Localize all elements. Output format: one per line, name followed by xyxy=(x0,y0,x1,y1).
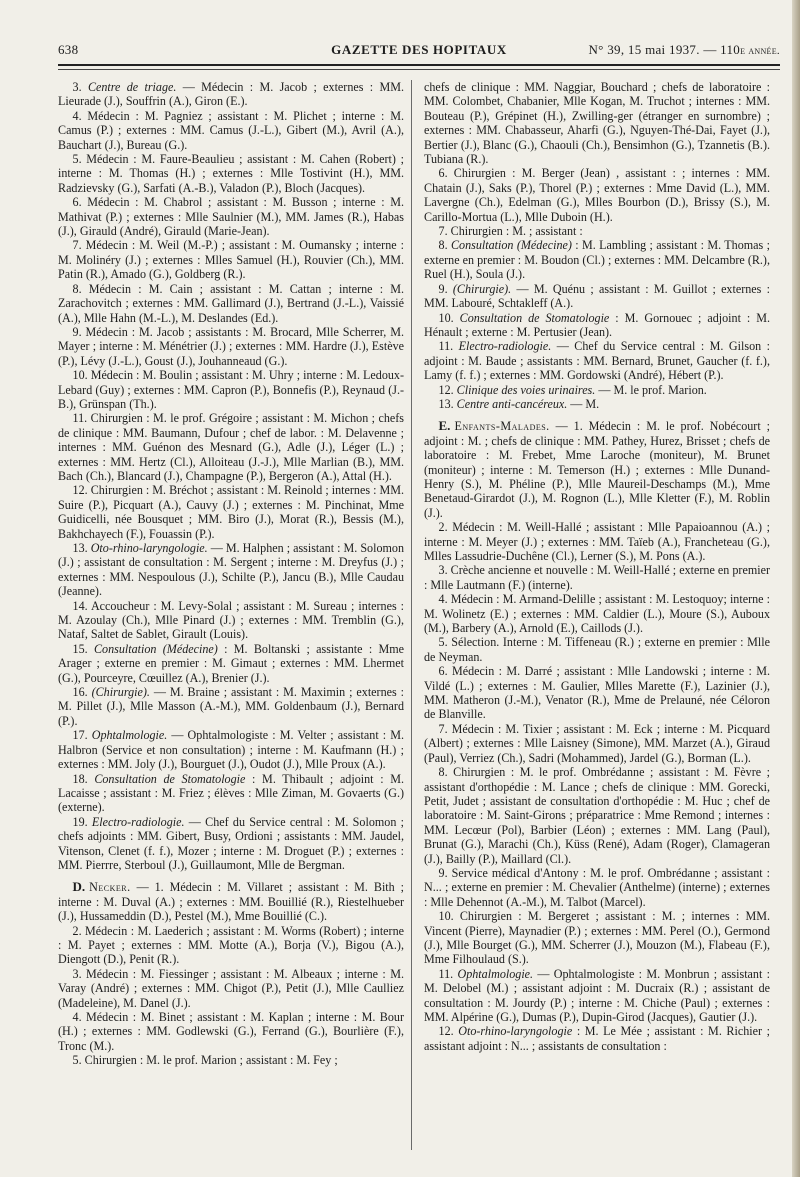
entry-number: 9. xyxy=(438,281,448,296)
service-entry xyxy=(58,967,404,1010)
entry-text: : M. Boltanski ; assistante : Mme Arager ; externe en premier : M. Gimaut ; externes : MM. Lhermet (G.), Pourceyre, Cœuillez (A.), Brenier (J.). xyxy=(58,641,405,685)
entry-number: 7. xyxy=(438,721,448,736)
entry-text: Médecin : M. Faure-Beaulieu ; assistant : M. Cahen (Robert) ; interne : M. Thomas (H.) ; externes : Mlle Tostivint (H.), MM. Radzievsky (G.), Sarfati (A.-B.), Valadon (P.), Bloch (Jacques). xyxy=(58,152,404,195)
entry-text: Sélection. Interne : M. Tiffeneau (R.) ; externe en premier : Mlle de Neyman. xyxy=(424,635,770,664)
entry-text: — Chef du Service central : M. Solomon ; chefs adjoints : MM. Gibert, Busy, Ordioni ; assistants : MM. Jaudel, Vitenson, Clenet (f. f.), Mozer ; interne : M. Droguet (P.) ; externes : MM. Pierrre, Sterboul (J.), Guillaumont, Mlle de Bergman. xyxy=(58,814,404,872)
page-edge xyxy=(792,0,800,1177)
entry-text: Accoucheur : M. Levy-Solal ; assistant : M. Sureau ; internes : M. Azoulay (Ch.), Mlle Pinard (J.) ; externes : MM. Tremblin (G.), Nataf, Saltet de Sablet, Girault (Louis). xyxy=(58,598,404,642)
entry-number: 4. xyxy=(72,108,82,123)
entry-text: : M. Lambling ; assistant : M. Thomas ; externe en premier : M. Boudon (Cl.) ; externes : MM. Delcambre (R.), Ruel (H.), Soula (J.). xyxy=(424,238,770,282)
entry-text: : M. Thibault ; adjoint : M. Lacaisse ; assistant : M. Friez ; élèves : Mlle Ziman, M. Govaerts (G.) (externe). xyxy=(58,771,404,815)
service-entry xyxy=(58,80,404,109)
service-entry xyxy=(424,397,770,411)
service-entry xyxy=(58,325,404,368)
entry-text: Crèche ancienne et nouvelle : M. Weill-Hallé ; externe en premier : Mlle Lautmann (F.) (interne). xyxy=(424,563,770,592)
entry-number: 6. xyxy=(438,166,448,181)
service-entry xyxy=(58,815,404,873)
entry-number: 5. xyxy=(72,1053,82,1068)
entry-text: Médecin : M. Weil (M.-P.) ; assistant : M. Oumansky ; interne : M. Molinéry (J.) ; externes : Mlles Samuel (H.), Rouvier (Ch.), MM. Patin (R.), Amado (G.), Goldberg (R.). xyxy=(58,238,404,282)
entry-number: 6. xyxy=(72,195,82,210)
service-entry xyxy=(58,368,404,411)
entry-text: Chirurgien : M. le prof. Marion ; assistant : M. Fey ; xyxy=(84,1053,338,1068)
entry-number: 14. xyxy=(72,598,88,613)
entry-text: Médecin : M. Jacob ; assistants : M. Brocard, Mlle Scherrer, M. Mayer ; interne : M. Ménétrier (J.) ; externes : MM. Hardre (J.), Estève (P.), Lévy (J.-L.), Goust (J.), Jouhanneaud (G.). xyxy=(58,324,405,368)
entry-number: 6. xyxy=(438,664,448,679)
entry-text: — Chef du Service central : M. Gilson : adjoint : M. Baude ; assistants : MM. Bernard, Brunet, Gaucher (f. f.), Lamy (f. f.) ; externes : MM. Gordowski (André), Hébert (P.). xyxy=(424,339,770,383)
entry-number: 5. xyxy=(72,152,82,167)
entry-text: Service médical d'Antony : M. le prof. Ombrédanne ; assistant : N... ; externe en premier : M. Chevalier (Anthelme) (interne) ; externes : Mlle Dehennot (A.-M.), M. Talbot (Marcel). xyxy=(424,865,770,909)
entry-text: Chirurgien : M. ; assistant : xyxy=(450,224,583,239)
entry-text: Médecin : M. Binet ; assistant : M. Kaplan ; interne : M. Bour (H.) ; externes : MM. Godlewski (G.), Ferrand (G.), Bourlière (F.), Tronc (M.). xyxy=(58,1010,404,1053)
issue-date: N° 39, 15 mai 1937. — 110 xyxy=(588,42,741,57)
entry-title: Electro-radiologie. xyxy=(458,339,552,354)
entry-text: Médecin : M. Fiessinger ; assistant : M. Albeaux ; interne : M. Varay (André) ; externes : MM. Chigot (P.), Petit (J.), Mlle Caulliez (Madeleine), M. Danel (J.). xyxy=(58,966,404,1010)
entry-title: Oto-rhino-laryngologie xyxy=(458,1024,573,1039)
entry-number: 2. xyxy=(72,923,82,938)
entry-text: — Ophtalmologiste : M. Velter ; assistant : M. Halbron (Service et non consultation) ; interne : M. Kaufmann (H.) ; externes : MM. Joly (J.), Bourguet (J.), Oudot (J.), Mlle Proux (A.). xyxy=(58,728,404,772)
entry-number: 9. xyxy=(438,865,448,880)
entry-number: 8. xyxy=(438,765,448,780)
entry-number: 10. xyxy=(72,368,88,383)
service-entry xyxy=(424,383,770,397)
entry-title: Centre anti-cancéreux. xyxy=(456,396,568,411)
service-entry xyxy=(424,909,770,967)
section-letter: E. xyxy=(438,418,451,434)
service-entry xyxy=(424,1024,770,1053)
entry-text: Chirurgien : M. Bréchot ; assistant : M. Reinold ; internes : MM. Suire (P.), Picquart (A.), Cauvy (J.) ; externes : M. Pinchinat, Mme Guidicelli, née Bousquet ; MM. Biro (J.), Morat (R.), Bessis (M.), Bakhchayech (F.), Fouassin (P.). xyxy=(58,483,405,541)
entry-text: : M. Le Mée ; assistant : M. Richier ; assistant adjoint : N... ; assistants de consultation : xyxy=(424,1024,770,1053)
service-entry xyxy=(424,967,770,1025)
entry-text: Chirurgien : M. Bergeret ; assistant : M. ; internes : MM. Vincent (Pierre), Maynadier (P.) ; externes : MM. Perel (O.), Germond (J.), Mlle Bourget (G.), MM. Scherrer (J.), Mouzon (M.), Flabeau (F.), Mme Filhoulaud (S.). xyxy=(424,909,770,967)
entry-number: 17. xyxy=(72,728,88,743)
service-entry xyxy=(58,772,404,815)
entry-title: (Chirurgie). xyxy=(452,281,512,296)
entry-title: Oto-rhino-laryngologie. xyxy=(90,541,208,555)
entry-title: Ophtalmologie. xyxy=(91,728,168,743)
entry-number: 9. xyxy=(72,324,82,339)
entry-number: 8. xyxy=(438,238,448,253)
service-entry xyxy=(58,195,404,238)
service-entry xyxy=(424,563,770,592)
journal-title: GAZETTE DES HOPITAUX xyxy=(331,42,507,57)
service-entry xyxy=(424,664,770,722)
entry-number: 2. xyxy=(438,520,448,535)
issue-info xyxy=(588,42,780,58)
service-entry xyxy=(424,520,770,563)
entry-text: Chirurgien : M. le prof. Grégoire ; assistant : M. Michon ; chefs de clinique : MM. Baumann, Dufour ; chef de labor. : M. Delavenne ; internes : MM. Guénon des Mesnard (G.), Adle (J.), Léger (L.) ; externes : MM. Hertz (Cl.), Alloiteau (J.-J.), Mlle Marlian (B.), MM. Bach (Ch.), Blancard (J.), Champagne (P.), Bergeron (A.), Attal (H.). xyxy=(58,411,404,483)
entry-text: — 1. Médecin : M. Villaret ; assistant : M. Bith ; interne : M. Duval (A.) ; externes : MM. Bouillié (R.), Riestelhueber (J.), Hussameddin (D.), Pestel (M.), Mme Bouillié (C.). xyxy=(58,880,404,924)
entry-title: Consultation de Stomatologie xyxy=(459,310,610,325)
service-entry xyxy=(58,483,404,541)
entry-text: chefs de clinique : MM. Naggiar, Bouchard ; chefs de laboratoire : MM. Colombet, Chabanier, Mlle Kogan, M. Truchot ; internes : MM. Bouteau (P.), Grépinet (H.), Zwilling-ger (étranger en surnombre) ; externes : MM. Chabasseur, Aharfi (G.), Nguyen-Thé-Dai, Fayet (J.), Bertier (J.), Blanc (G.), Chaouli (Ch.), Bensimhon (G.), Tzannetis (B.). Tubiana (R.). xyxy=(424,80,770,167)
service-entry xyxy=(58,238,404,281)
service-entry xyxy=(424,722,770,765)
service-entry xyxy=(424,339,770,382)
entry-title: Consultation de Stomatologie xyxy=(94,771,246,786)
entry-title: Consultation (Médecine) xyxy=(93,641,218,656)
entry-number: 7. xyxy=(438,224,448,239)
entry-text: — Ophtalmologiste : M. Monbrun ; assistant : M. Delobel (M.) ; assistant adjoint : M. Ducraix (R.) ; assistant de consultation : M. Jourdy (P.) ; interne : M. Chiche (Paul) ; externes : MM. Alpérine (G.), Dumas (P.), Dupin-Girod (Jacques), Gautier (J.). xyxy=(424,966,770,1024)
service-entry xyxy=(58,924,404,967)
entry-text: — Médecin : M. Jacob ; externes : MM. Lieurade (J.), Souffrin (A.), Giron (E.). xyxy=(58,80,405,109)
service-entry xyxy=(58,685,404,728)
right-column xyxy=(424,80,770,1053)
entry-number: 13. xyxy=(438,396,454,411)
service-entry xyxy=(58,642,404,685)
service-entry xyxy=(424,866,770,909)
left-column xyxy=(58,80,404,1068)
service-entry xyxy=(58,152,404,195)
entry-number: 5. xyxy=(438,635,448,650)
service-entry xyxy=(58,728,404,771)
entry-number: 11. xyxy=(72,411,88,426)
entry-text: — M. le prof. Marion. xyxy=(595,382,707,397)
entry-title: Consultation (Médecine) xyxy=(450,238,572,253)
entry-title: Ophtalmologie. xyxy=(457,966,534,981)
header-rule xyxy=(58,64,780,66)
entry-number: 13. xyxy=(72,541,88,555)
entry-number: 12. xyxy=(438,382,454,397)
entry-number: 12. xyxy=(72,483,88,498)
entry-number: 19. xyxy=(72,814,88,829)
service-entry xyxy=(424,765,770,866)
entry-text: Médecin : M. Chabrol ; assistant : M. Busson ; interne : M. Mathivat (P.) ; externes : Mlle Saulnier (M.), MM. James (R.), Habas (J.), Girauld (André), Girauld (Marie-Jean). xyxy=(58,195,404,239)
service-entry xyxy=(424,80,770,166)
service-entry xyxy=(424,635,770,664)
entry-number: 4. xyxy=(438,592,448,607)
entry-title: Clinique des voies urinaires. xyxy=(456,382,596,397)
entry-text: Chirurgien : M. le prof. Ombrédanne ; assistant : M. Fèvre ; assistant d'orthopédie : M. Lance ; chefs de clinique : MM. Gorecki, Petit, Judet ; assistant de consultation d'orthopédie : M. Huc ; chef de laboratoire : M. Saint-Girons ; préparatrice : Mme Remond ; internes : MM. Lecœur (Pol), Barbier (Léon) ; externes : MM. Lang (Paul), Brunat (G.), Marachi (Ch.), Küss (René), Adam (Roger), Clamageran (J.), Bailly (P.), Maillard (Cl.). xyxy=(424,765,770,866)
entry-title: (Chirurgie). xyxy=(91,685,150,700)
service-entry xyxy=(58,599,404,642)
entry-text: Médecin : M. Boulin ; assistant : M. Uhry ; interne : M. Ledoux-Lebard (Guy) ; externes : MM. Capron (P.), Bonnefis (P.), Reynaud (J.-B.), Grünspan (Th.). xyxy=(58,368,404,411)
header-rule-thin xyxy=(58,69,780,70)
service-entry xyxy=(424,238,770,281)
entry-text: — M. xyxy=(567,396,600,411)
service-entry xyxy=(424,224,770,238)
entry-number: 8. xyxy=(72,281,82,296)
entry-number: 16. xyxy=(72,685,88,700)
entry-text: Médecin : M. Cain ; assistant : M. Cattan ; interne : M. Zarachovitch ; externes : MM. Gallimard (J.), Bertrand (J.-L.), Vaissié (A.), Mlle Hahn (M.-L.), M. Deslandes (Ed.). xyxy=(58,281,404,325)
section-letter: D. xyxy=(72,879,86,895)
service-entry xyxy=(424,166,770,224)
entry-number: 3. xyxy=(438,563,448,578)
hospital-name: Enfants-Malades. xyxy=(454,419,550,434)
entry-number: 15. xyxy=(72,641,88,656)
entry-text: : M. Gornouec ; adjoint : M. Hénault ; externe : M. Pertusier (Jean). xyxy=(424,310,771,339)
hospital-name: Necker. xyxy=(89,880,131,895)
entry-number: 10. xyxy=(438,909,454,924)
service-entry xyxy=(58,1010,404,1053)
service-entry xyxy=(58,541,404,599)
entry-number: 3. xyxy=(72,966,82,981)
service-entry xyxy=(58,880,404,923)
service-entry xyxy=(58,1053,404,1067)
service-entry xyxy=(424,311,770,340)
entry-number: 11. xyxy=(438,966,454,981)
entry-text: Médecin : M. Pagniez ; assistant : M. Plichet ; interne : M. Camus (P.) ; externes : MM. Camus (J.-L.), Gibert (M.), Avril (A.), Bauchart (J.), Bureau (G.). xyxy=(58,108,404,152)
entry-number: 7. xyxy=(72,238,82,253)
entry-text: Médecin : M. Tixier ; assistant : M. Eck ; interne : M. Picquard (Albert) ; externes : Mlle Laisney (Simone), MM. Marzet (A.), Giraud (Paul), Verriez (Ch.), Sadri (Mohammed), Jardel (G.), Borman (L.). xyxy=(424,721,770,765)
service-entry xyxy=(58,411,404,483)
entry-text: — M. Halphen ; assistant : M. Solomon (J.) ; assistant de consultation : M. Sergent ; interne : M. Dreyfus (J.) ; externes : MM. Nespoulous (J.), Schilte (P.), Jancu (B.), Mlle Caudau (Jeanne). xyxy=(58,541,405,599)
entry-number: 12. xyxy=(438,1024,454,1039)
page-number: 638 xyxy=(58,42,79,57)
service-entry xyxy=(58,109,404,152)
entry-title: Electro-radiologie. xyxy=(91,814,185,829)
year-label: e année. xyxy=(740,45,780,57)
entry-text: — M. Braine ; assistant : M. Maximin ; externes : M. Pillet (J.), Mlle Masson (A.-M.), MM. Goldenbaum (J.), Bernard (P.). xyxy=(58,685,404,728)
page-header xyxy=(58,42,780,64)
entry-number: 18. xyxy=(72,771,88,786)
entry-number: 4. xyxy=(72,1010,82,1024)
entry-number: 11. xyxy=(438,339,454,354)
entry-text: Médecin : M. Darré ; assistant : Mlle Landowski ; interne : M. Vildé (L.) ; externes : M. Gaulier, Mlles Marette (F.), Lazinier (J.), MM. Matheron (J.-M.), Venator (R.), Mme de Prelauné, née Céloron de Blanville. xyxy=(424,664,770,722)
entry-text: Médecin : M. Armand-Delille ; assistant : M. Lestoquoy; interne : M. Wolinetz (E.) ; externes : MM. Caldier (L.), Moure (S.), Auboux (M.), Barbery (A.), Arnold (E.), Caillods (J.). xyxy=(424,592,770,636)
entry-text: — 1. Médecin : M. le prof. Nobécourt ; adjoint : M. ; chefs de clinique : MM. Pathey, Hurez, Brisset ; chefs de laboratoire : M. Frebet, Mme Laroche (moniteur), M. Brunet (moniteur) ; interne : M. Temerson (H.) ; externes : Mlle Dunand-Henry (S.), M. Phéline (P.), Mlle Maureil-Deschamps (M.), Mme Benetaud-Girardot (J.), M. Rognon (L.), Mlle Kletter (F.), M. Roblin (J.). xyxy=(424,419,770,520)
entry-text: — M. Quénu ; assistant : M. Guillot ; externes : MM. Labouré, Schtakleff (A.). xyxy=(424,281,770,311)
entry-text: Chirurgien : M. Berger (Jean) , assistant : ; internes : MM. Chatain (J.), Saks (P.), Thorel (P.) ; externes : Mme David (L.), MM. Lavergne (Ch.), Edelman (G.), Mlles Bourbon (D.), Brissy (S.), M. Carillo-Mortua (L.), Mlle Duboin (H.). xyxy=(424,166,770,224)
service-entry xyxy=(424,592,770,635)
column-divider xyxy=(411,80,412,1150)
entry-number: 10. xyxy=(438,310,454,325)
service-entry xyxy=(58,282,404,325)
service-entry xyxy=(424,419,770,520)
entry-text: Médecin : M. Laederich ; assistant : M. Worms (Robert) ; interne : M. Payet ; externes : MM. Motte (A.), Borja (V.), Bigou (A.), Diengott (D.), Penit (R.). xyxy=(58,923,404,967)
entry-title: Centre de triage. xyxy=(87,80,177,94)
entry-text: Médecin : M. Weill-Hallé ; assistant : Mlle Papaioannou (A.) ; interne : M. Meyer (J.) ; externes : MM. Taïeb (A.), Francheteau (G.), Mlles Lassudrie-Duchêne (Cl.), Lerner (S.), M. Pons (A.). xyxy=(424,520,770,563)
service-entry xyxy=(424,282,770,311)
entry-number: 3. xyxy=(72,80,82,94)
